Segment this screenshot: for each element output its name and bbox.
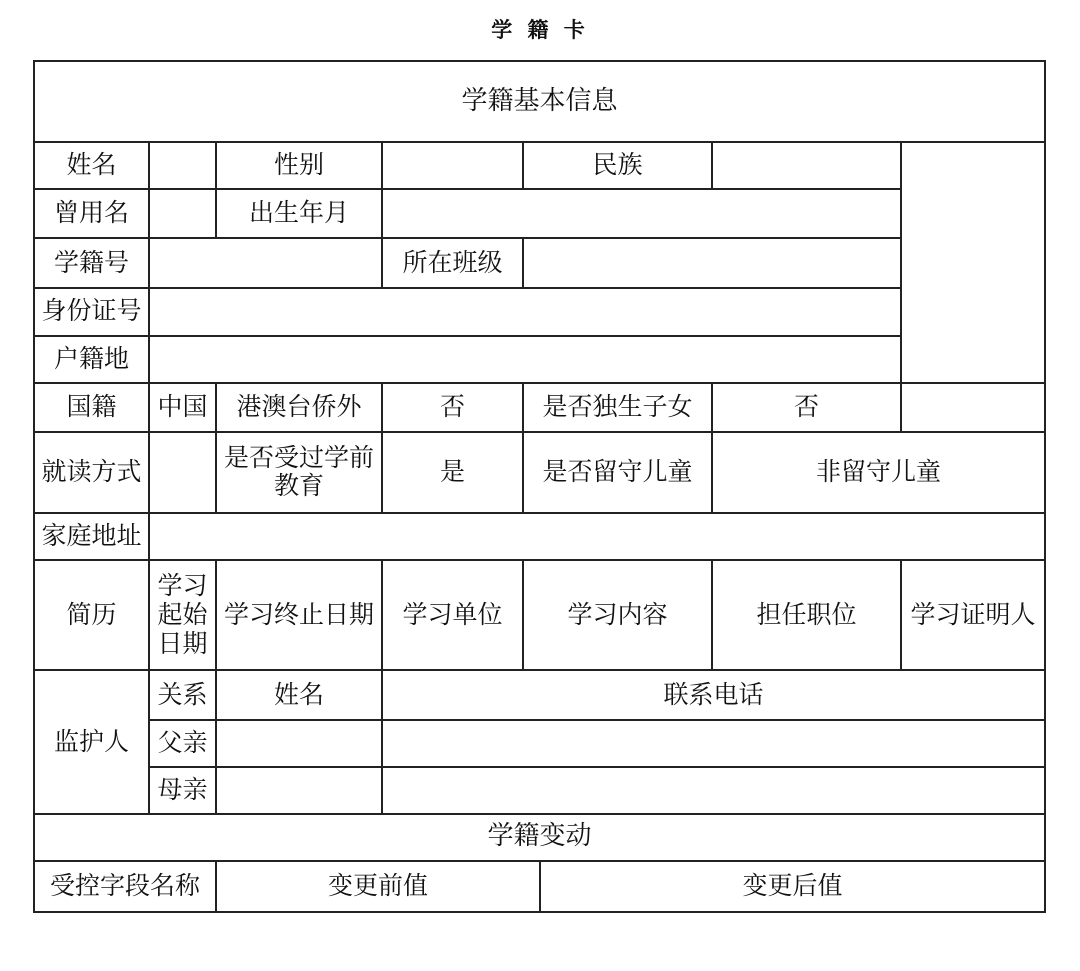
label-class: 所在班级	[382, 238, 523, 287]
label-nationality: 国籍	[34, 383, 149, 432]
extra-cell	[901, 383, 1045, 432]
value-left-behind: 非留守儿童	[712, 432, 1045, 513]
value-father-phone	[382, 720, 1045, 767]
label-preschool-line1: 是否受过学前	[223, 442, 374, 472]
value-class	[523, 238, 901, 287]
header-study-unit: 学习单位	[382, 560, 523, 670]
header-relation: 关系	[149, 670, 216, 719]
label-mother: 母亲	[149, 767, 216, 814]
section-basic-info: 学籍基本信息	[34, 61, 1045, 142]
value-gender	[382, 142, 523, 189]
value-mother-name	[216, 767, 382, 814]
header-phone: 联系电话	[382, 670, 1045, 719]
label-student-id: 学籍号	[34, 238, 149, 287]
label-preschool-line2: 教育	[273, 471, 324, 501]
label-guardian: 监护人	[34, 670, 149, 813]
label-father: 父亲	[149, 720, 216, 767]
value-preschool: 是	[382, 432, 523, 513]
label-preschool	[216, 432, 382, 513]
value-birth	[382, 189, 901, 238]
header-end-date: 学习终止日期	[216, 560, 382, 670]
student-record-card	[33, 60, 1046, 913]
label-id-number: 身份证号	[34, 288, 149, 336]
label-study-mode: 就读方式	[34, 432, 149, 513]
value-former-name	[149, 189, 216, 238]
header-start-date-line1: 学习	[157, 571, 208, 601]
label-gender: 性别	[216, 142, 382, 189]
value-ethnicity	[712, 142, 901, 189]
header-start-date-line3: 日期	[157, 628, 208, 658]
header-start-date	[149, 560, 216, 670]
value-student-id	[149, 238, 382, 287]
header-controlled-field: 受控字段名称	[34, 861, 216, 912]
label-resume: 简历	[34, 560, 149, 670]
header-value-before: 变更前值	[216, 861, 540, 912]
label-former-name: 曾用名	[34, 189, 149, 238]
header-position: 担任职位	[712, 560, 901, 670]
value-hk-macau-tw: 否	[382, 383, 523, 432]
label-home-address: 家庭地址	[34, 513, 149, 560]
header-guardian-name: 姓名	[216, 670, 382, 719]
value-id-number	[149, 288, 901, 336]
document-title: 学 籍 卡	[491, 18, 589, 42]
value-father-name	[216, 720, 382, 767]
value-nationality: 中国	[149, 383, 216, 432]
header-witness: 学习证明人	[901, 560, 1045, 670]
label-hk-macau-tw: 港澳台侨外	[216, 383, 382, 432]
value-only-child: 否	[712, 383, 901, 432]
header-study-content: 学习内容	[523, 560, 712, 670]
value-name	[149, 142, 216, 189]
value-home-address	[149, 513, 1045, 560]
label-hukou: 户籍地	[34, 336, 149, 383]
header-value-after: 变更后值	[540, 861, 1045, 912]
value-hukou	[149, 336, 901, 383]
label-name: 姓名	[34, 142, 149, 189]
label-only-child: 是否独生子女	[523, 383, 712, 432]
photo-cell	[901, 142, 1045, 383]
label-ethnicity: 民族	[523, 142, 712, 189]
label-birth: 出生年月	[216, 189, 382, 238]
section-status-change: 学籍变动	[34, 814, 1045, 861]
value-study-mode	[149, 432, 216, 513]
value-mother-phone	[382, 767, 1045, 814]
label-left-behind: 是否留守儿童	[523, 432, 712, 513]
header-start-date-line2: 起始	[157, 599, 208, 629]
